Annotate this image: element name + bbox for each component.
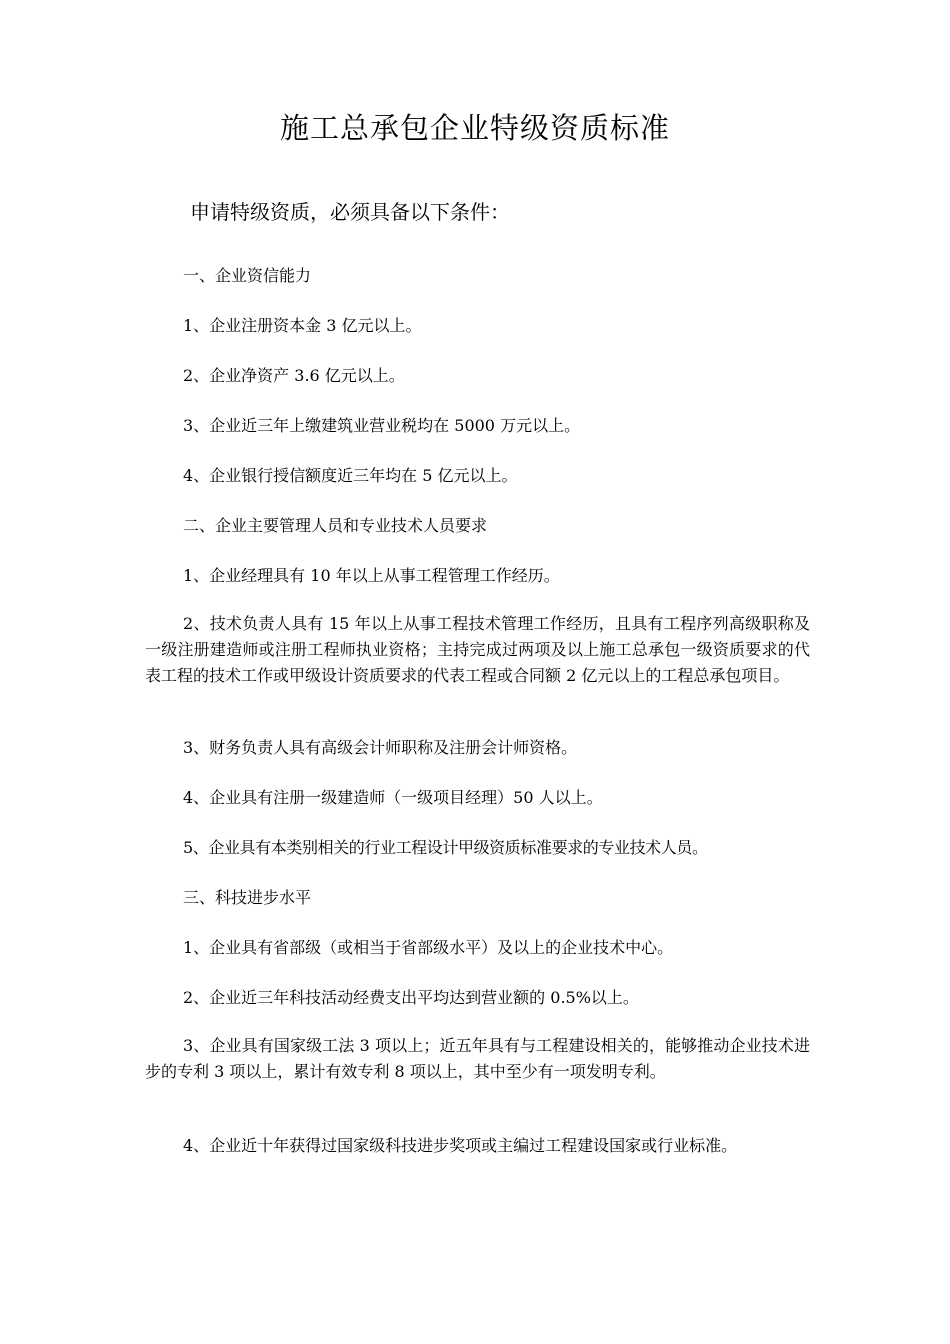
list-item: 1、企业注册资本金 3 亿元以上。	[183, 316, 422, 335]
section-heading-personnel: 二、企业主要管理人员和专业技术人员要求	[183, 516, 488, 535]
list-item: 4、企业具有注册一级建造师（一级项目经理）50 人以上。	[183, 788, 603, 807]
list-item: 5、企业具有本类别相关的行业工程设计甲级资质标准要求的专业技术人员。	[183, 838, 708, 857]
document-title: 施工总承包企业特级资质标准	[279, 111, 670, 145]
list-item: 3、企业近三年上缴建筑业营业税均在 5000 万元以上。	[183, 416, 581, 435]
list-item: 4、企业近十年获得过国家级科技进步奖项或主编过工程建设国家或行业标准。	[183, 1136, 738, 1155]
intro-line: 申请特级资质，必须具备以下条件：	[190, 200, 510, 224]
list-item: 2、企业净资产 3.6 亿元以上。	[183, 366, 405, 385]
list-item: 2、企业近三年科技活动经费支出平均达到营业额的 0.5%以上。	[183, 988, 639, 1007]
list-item: 1、企业具有省部级（或相当于省部级水平）及以上的企业技术中心。	[183, 938, 674, 957]
list-item: 2、技术负责人具有 15 年以上从事工程技术管理工作经历，且具有工程序列高级职称及一级注册建造师或注册工程师执业资格；主持完成过两项及以上施工总承包一级资质要求的代表工程的技术工作或甲级设计资质要求的代表工程或合同额 2 亿元以上的工程总承包项目。	[145, 614, 810, 685]
section-heading-technology: 三、科技进步水平	[183, 888, 312, 907]
list-item: 3、财务负责人具有高级会计师职称及注册会计师资格。	[183, 738, 578, 757]
list-item: 1、企业经理具有 10 年以上从事工程管理工作经历。	[183, 566, 560, 585]
list-item: 3、企业具有国家级工法 3 项以上；近五年具有与工程建设相关的，能够推动企业技术进步的专利 3 项以上，累计有效专利 8 项以上，其中至少有一项发明专利。	[145, 1036, 810, 1081]
section-heading-credit: 一、企业资信能力	[183, 266, 312, 285]
list-item: 4、企业银行授信额度近三年均在 5 亿元以上。	[183, 466, 518, 485]
